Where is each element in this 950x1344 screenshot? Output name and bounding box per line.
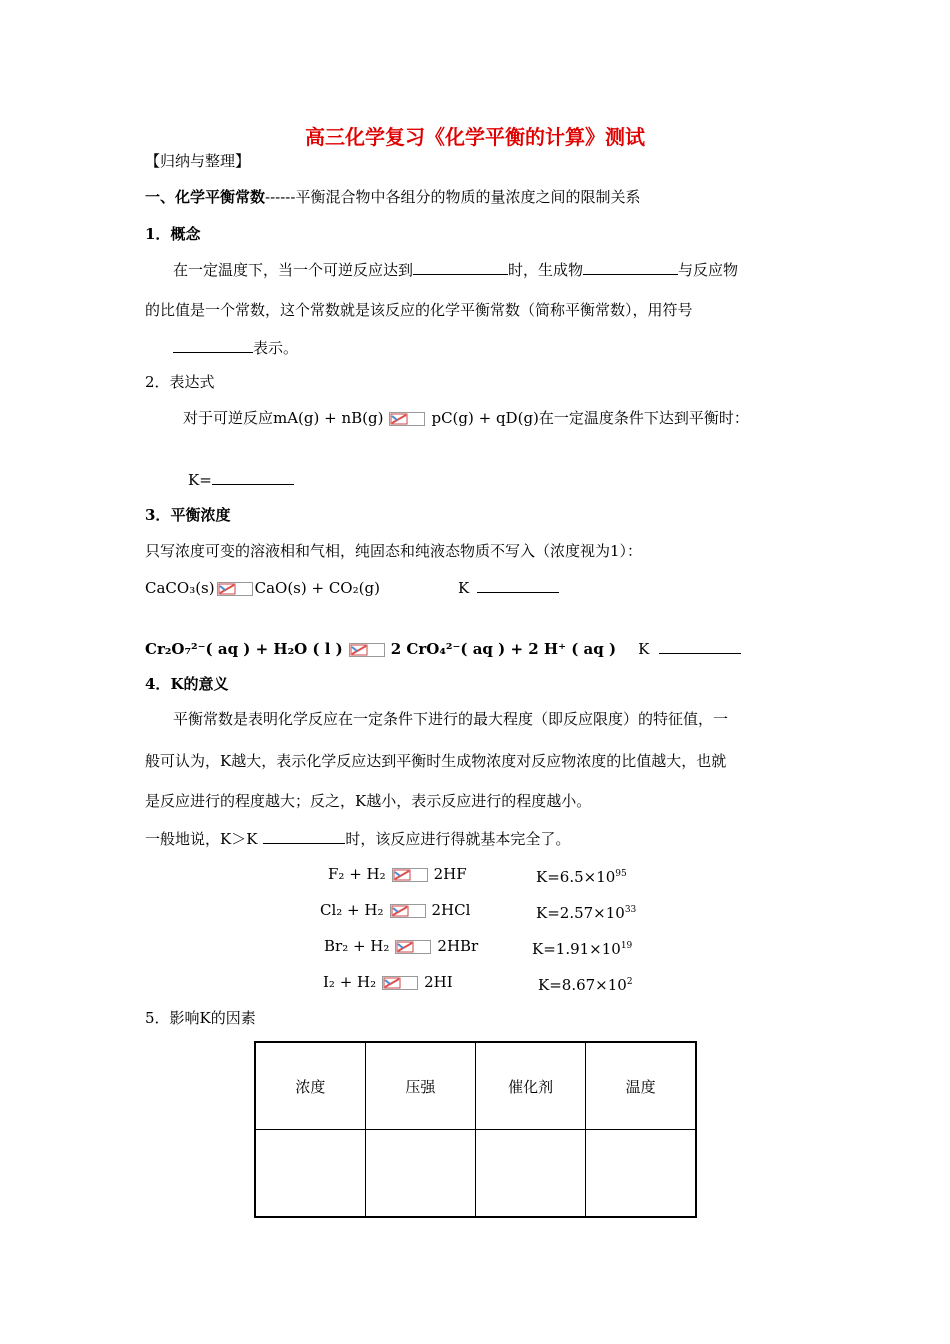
ex1-right: CaO(s) + CO₂(g) (254, 579, 380, 597)
fill-blank[interactable] (263, 828, 345, 844)
reaction-right: 2HF (433, 865, 467, 883)
ex2-left: Cr₂O₇²⁻( aq ) + H₂O ( l ) (145, 640, 343, 658)
concept-text-b: 时，生成物 (508, 261, 584, 279)
header-cell: 压强 (365, 1042, 475, 1130)
expression-text-b: pC(g) + qD(g)在一定温度条件下达到平衡时： (431, 409, 749, 427)
reaction-row (324, 936, 478, 956)
heading-concept (145, 224, 200, 244)
reaction-k (532, 936, 632, 959)
reaction-right: 2HBr (437, 937, 479, 955)
reaction-row (323, 972, 453, 992)
table-header-row (255, 1042, 696, 1130)
reaction-row (328, 864, 467, 884)
meaning-line-1: 平衡常数是表明化学反应在一定条件下进行的最大程度（即反应限度）的特征值，一 (173, 710, 729, 728)
heading-desc: 平衡混合物中各组分的物质的量浓度之间的限制关系 (295, 188, 641, 206)
reaction-row (320, 900, 470, 920)
equilibrium-arrow-icon (382, 976, 418, 990)
ex1-left: CaCO₃(s) (145, 579, 215, 597)
reaction-left: Cl₂ + H₂ (320, 901, 384, 919)
conc-num: 3． (145, 506, 171, 524)
answer-cell[interactable] (365, 1130, 475, 1218)
concept-text-c: 与反应物 (678, 261, 739, 279)
k-value: K=2.57×10 (536, 904, 625, 922)
k-value: K=6.5×10 (536, 868, 616, 886)
concept-num: 1． (145, 225, 171, 243)
reaction-right: 2HCl (431, 901, 471, 919)
k-exponent: 33 (624, 905, 637, 915)
header-cell: 浓度 (255, 1042, 365, 1130)
k-exponent: 19 (620, 941, 633, 951)
concept-text-a: 在一定温度下，当一个可逆反应达到 (173, 261, 414, 279)
answer-cell[interactable] (586, 1130, 696, 1218)
meaning-line-4 (145, 828, 570, 849)
meaning-label: K的意义 (170, 675, 229, 693)
equilibrium-arrow-icon (217, 582, 253, 596)
header-cell: 温度 (586, 1042, 696, 1130)
k-expression (188, 469, 294, 490)
meaning-num: 4． (145, 675, 171, 693)
conc-label: 平衡浓度 (170, 506, 231, 524)
fill-blank[interactable] (477, 577, 559, 593)
equilibrium-arrow-icon (349, 643, 385, 657)
k-value: K=8.67×10 (538, 976, 627, 994)
meaning-text-a: 一般地说，K＞K (145, 830, 258, 848)
heading-meaning (145, 674, 228, 694)
k-exponent: 95 (615, 869, 627, 879)
concept-line-3 (173, 337, 298, 358)
expression-text-a: 对于可逆反应mA(g) + nB(g) (183, 409, 384, 427)
heading-factors: 5．影响K的因素 (145, 1009, 256, 1027)
concept-line-2: 的比值是一个常数，这个常数就是该反应的化学平衡常数（简称平衡常数），用符号 (145, 301, 693, 319)
reaction-k (536, 864, 627, 887)
example-caco3 (145, 577, 559, 598)
section-tag: 【归纳与整理】 (145, 152, 251, 170)
equilibrium-arrow-icon (390, 904, 426, 918)
heading-dashes: ------ (265, 188, 296, 206)
reaction-left: F₂ + H₂ (328, 865, 386, 883)
fill-blank[interactable] (583, 259, 678, 275)
heading-equilibrium-constant (145, 187, 640, 207)
concept-text-tail: 表示。 (253, 339, 299, 357)
meaning-line-3: 是反应进行的程度越大；反之，K越小，表示反应进行的程度越小。 (145, 792, 592, 810)
factors-table (254, 1041, 697, 1218)
conc-rule: 只写浓度可变的溶液相和气相，纯固态和纯液态物质不写入（浓度视为1）： (145, 542, 643, 560)
reaction-k (538, 972, 633, 995)
reaction-k (536, 900, 636, 923)
ex2-right: 2 CrO₄²⁻( aq ) + 2 H⁺ ( aq ) (390, 640, 617, 658)
reaction-right: 2HI (424, 973, 453, 991)
heading-expression: 2．表达式 (145, 373, 215, 391)
header-cell: 催化剂 (476, 1042, 586, 1130)
heading-equilibrium-conc (145, 505, 230, 525)
equilibrium-arrow-icon (392, 868, 428, 882)
concept-line-1 (173, 259, 738, 280)
fill-blank[interactable] (212, 469, 294, 485)
k-label: K= (188, 471, 212, 489)
k-exponent: 2 (626, 977, 633, 987)
equilibrium-arrow-icon (395, 940, 431, 954)
k-value: K=1.91×10 (532, 940, 621, 958)
page-title: 高三化学复习《化学平衡的计算》测试 (305, 125, 645, 149)
reaction-left: Br₂ + H₂ (324, 937, 390, 955)
table-answer-row (255, 1130, 696, 1218)
fill-blank[interactable] (413, 259, 508, 275)
concept-label: 概念 (170, 225, 201, 243)
answer-cell[interactable] (476, 1130, 586, 1218)
meaning-line-2: 般可认为，K越大，表示化学反应达到平衡时生成物浓度对反应物浓度的比值越大，也就 (145, 752, 727, 770)
reaction-left: I₂ + H₂ (323, 973, 377, 991)
answer-cell[interactable] (255, 1130, 365, 1218)
ex2-k: K (638, 640, 650, 658)
meaning-text-b: 时，该反应进行得就基本完全了。 (345, 830, 571, 848)
heading-label: 一、化学平衡常数 (145, 188, 266, 206)
ex1-k: K (457, 579, 470, 597)
fill-blank[interactable] (659, 638, 741, 654)
example-dichromate (145, 638, 741, 659)
fill-blank[interactable] (173, 337, 253, 353)
equilibrium-arrow-icon (389, 412, 425, 426)
expression-line (183, 408, 749, 428)
